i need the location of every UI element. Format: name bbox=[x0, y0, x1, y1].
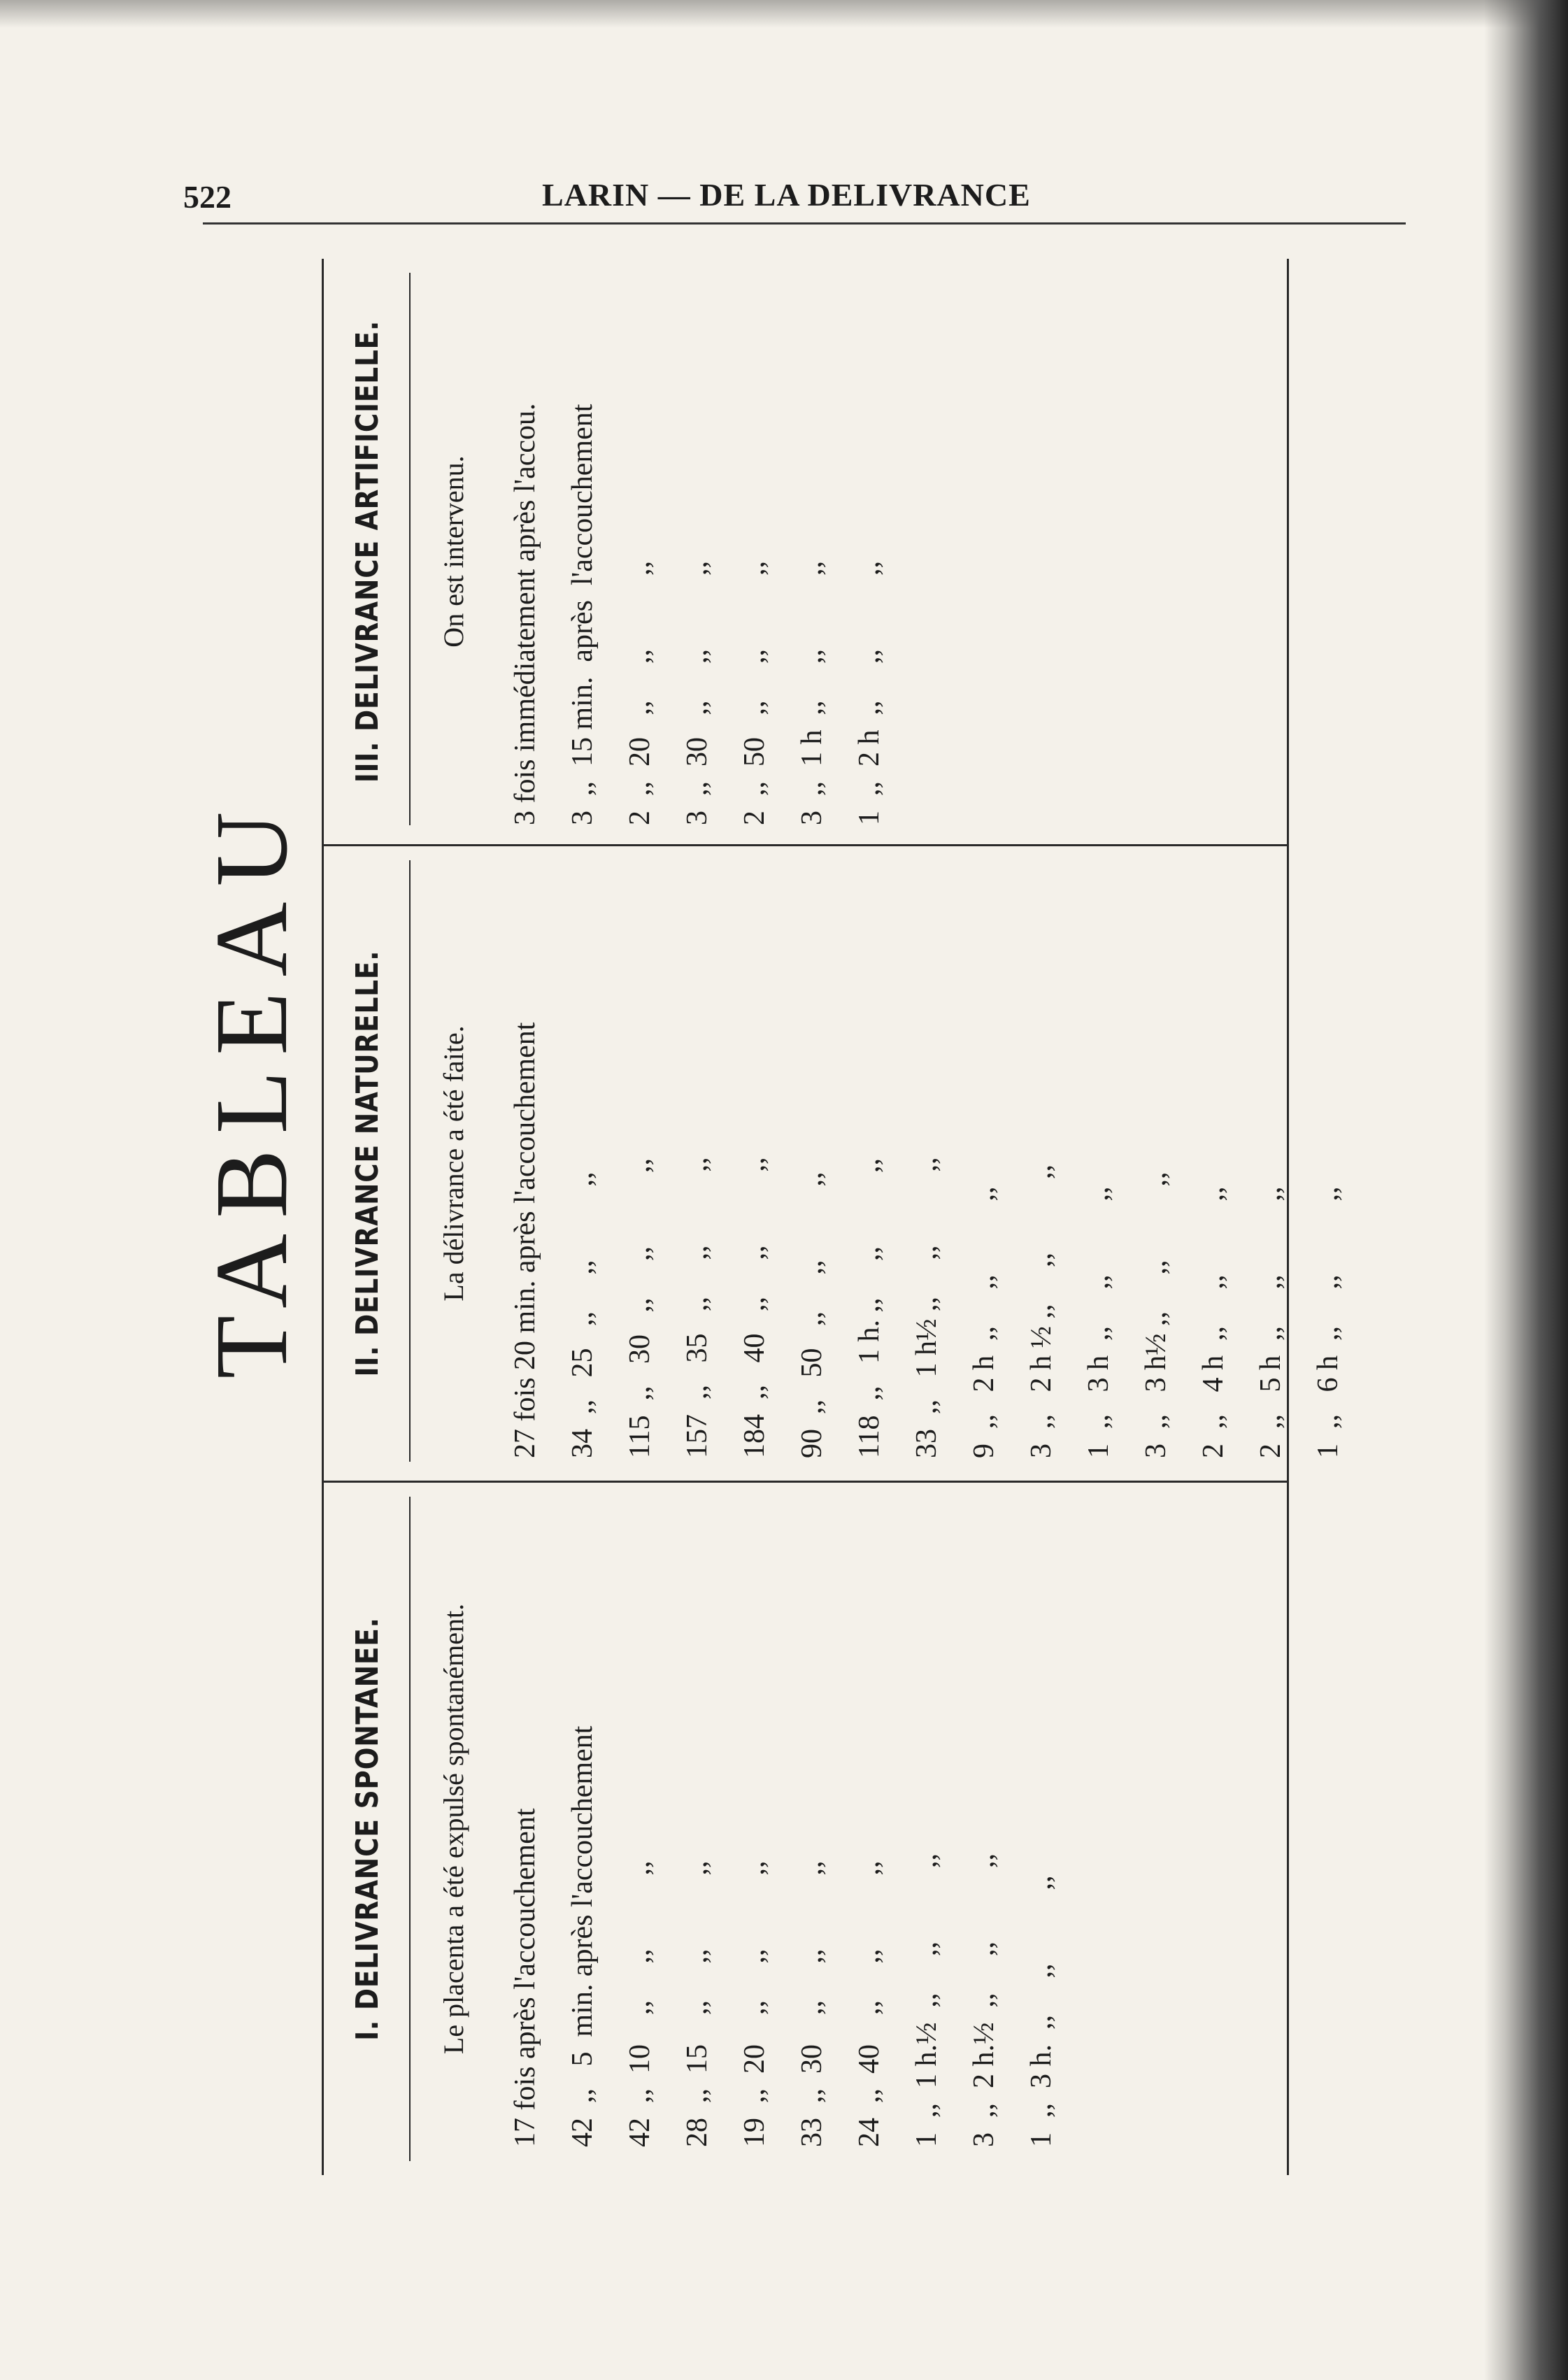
table-row: 1 ,, 2 h ,, ,, ,, bbox=[853, 561, 885, 825]
table-row: 3 ,, 15 min. après l'accouchement bbox=[566, 404, 599, 825]
table-row: 28 ,, 15 ,, ,, ,, bbox=[681, 1860, 713, 2147]
section-2-rows bbox=[497, 850, 1357, 1458]
table-row: 34 ,, 25 ,, ,, ,, bbox=[566, 1171, 599, 1458]
table-row: 3 ,, 30 ,, ,, ,, bbox=[681, 561, 713, 825]
section-1-heading-rule bbox=[409, 1497, 411, 2161]
table-row: 2 ,, 5 h ,, ,, ,, bbox=[1255, 1186, 1287, 1458]
table-row: 90 ,, 50 ,, ,, ,, bbox=[796, 1171, 828, 1458]
table-row: 9 ,, 2 h ,, ,, ,, bbox=[968, 1186, 1000, 1458]
section-1-caption: Le placenta a été expulsé spontanément. bbox=[438, 1603, 469, 2055]
header-rule bbox=[203, 222, 1406, 225]
running-head: LARIN — DE LA DELIVRANCE bbox=[542, 177, 1031, 213]
section-3-heading: III. DELIVRANCE ARTIFICIELLE. bbox=[350, 320, 385, 783]
table-row: 2 ,, 4 h ,, ,, ,, bbox=[1197, 1186, 1230, 1458]
scan-top-shadow bbox=[0, 0, 1568, 28]
table-row: 2 ,, 20 ,, ,, ,, bbox=[624, 561, 656, 825]
rotated-table bbox=[154, 245, 1406, 2189]
section-1-heading: I. DELIVRANCE SPONTANEE. bbox=[350, 1617, 385, 2041]
table-row: 1 ,, 6 h ,, ,, ,, bbox=[1312, 1186, 1344, 1458]
table-row: 19 ,, 20 ,, ,, ,, bbox=[739, 1860, 771, 2147]
section-2-heading: II. DELIVRANCE NATURELLE. bbox=[350, 950, 385, 1377]
table-row: 157 ,, 35 ,, ,, ,, bbox=[681, 1157, 713, 1458]
table-row: 24 ,, 40 ,, ,, ,, bbox=[853, 1860, 885, 2147]
table-row: 33 ,, 1 h½ ,, ,, ,, bbox=[911, 1157, 943, 1458]
table-row: 42 ,, 10 ,, ,, ,, bbox=[624, 1860, 656, 2147]
table-row: 184 ,, 40 ,, ,, ,, bbox=[739, 1157, 771, 1458]
table-top-rule bbox=[322, 259, 324, 2175]
table-row: 1 ,, 3 h ,, ,, ,, bbox=[1083, 1186, 1115, 1458]
table-row: 118 ,, 1 h. ,, ,, ,, bbox=[853, 1158, 885, 1458]
table-row: 1 ,, 1 h.½ ,, ,, ,, bbox=[911, 1853, 943, 2147]
table-title: TABLEAU bbox=[194, 796, 309, 1379]
table-row: 115 ,, 30 ,, ,, ,, bbox=[624, 1158, 656, 1458]
section-2-caption: La délivrance a été faite. bbox=[438, 1025, 469, 1302]
table-row: 27 fois 20 min. après l'accouchement bbox=[509, 1022, 541, 1458]
table-row: 42 ,, 5 min. après l'accouchement bbox=[566, 1725, 599, 2147]
table-row: 3 ,, 1 h ,, ,, ,, bbox=[796, 561, 828, 825]
table-row: 1 ,, 3 h. ,, ,, ,, bbox=[1025, 1875, 1057, 2147]
table-row: 3 ,, 3 h½ ,, ,, ,, bbox=[1140, 1171, 1172, 1458]
scan-right-shadow bbox=[1484, 0, 1568, 2380]
table-row: 3 ,, 2 h.½ ,, ,, ,, bbox=[968, 1853, 1000, 2147]
section-3-rows bbox=[497, 259, 898, 825]
page-number: 522 bbox=[183, 179, 231, 215]
table-row: 33 ,, 30 ,, ,, ,, bbox=[796, 1860, 828, 2147]
table-row: 3 fois immédiatement après l'accou. bbox=[509, 403, 541, 825]
section-1-rows bbox=[497, 1490, 1070, 2147]
section-3-caption: On est intervenu. bbox=[438, 455, 469, 648]
table-row: 17 fois après l'accouchement bbox=[509, 1808, 541, 2147]
table-row: 3 ,, 2 h ½ ,, ,, ,, bbox=[1025, 1164, 1057, 1458]
section-3-heading-rule bbox=[409, 273, 411, 825]
section-2-heading-rule bbox=[409, 860, 411, 1462]
table-row: 2 ,, 50 ,, ,, ,, bbox=[739, 561, 771, 825]
